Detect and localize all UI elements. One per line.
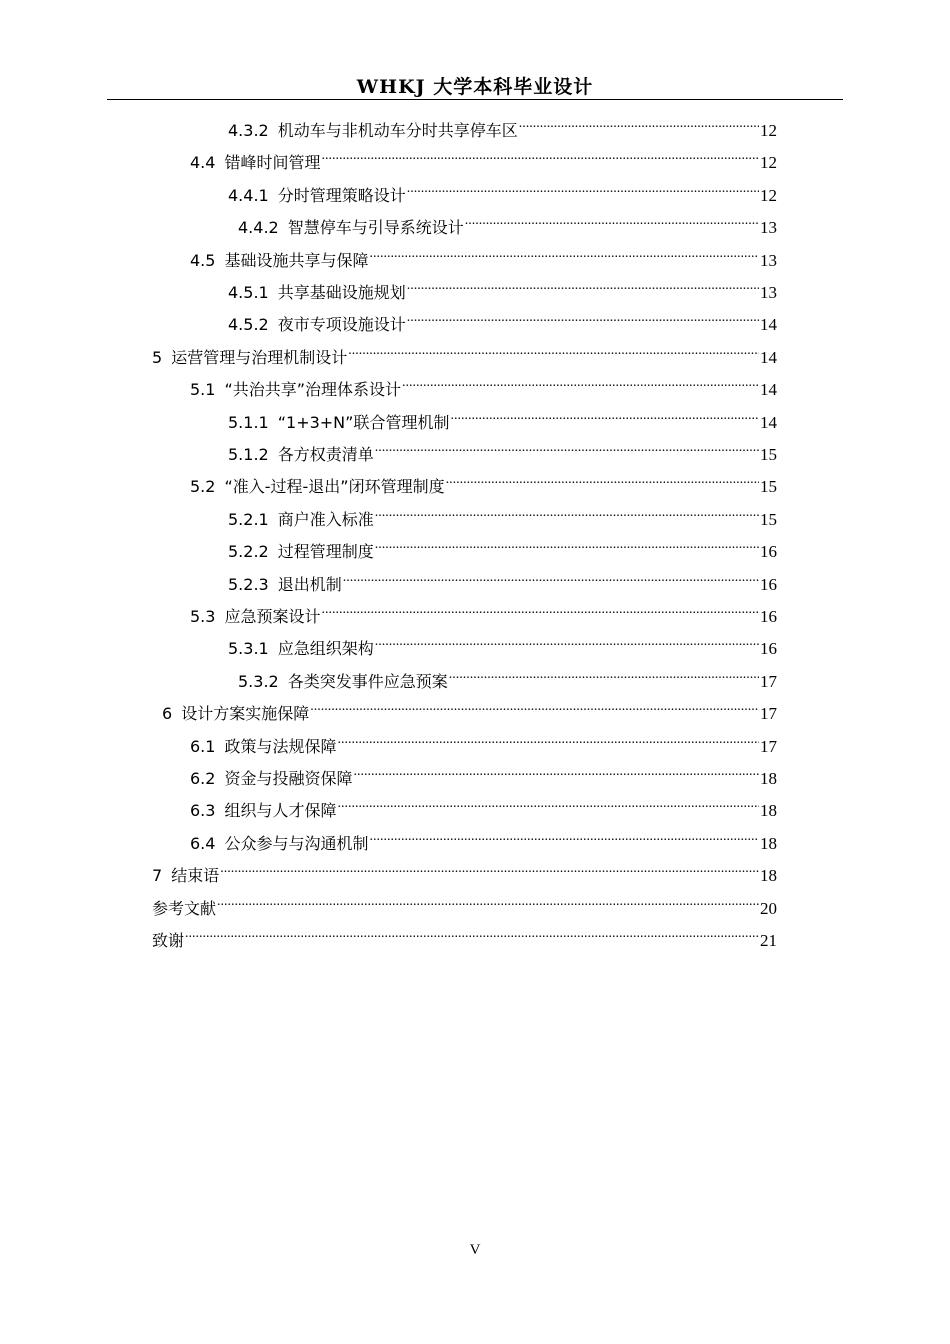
toc-dot-leader: [375, 533, 759, 557]
toc-dot-leader: [450, 404, 759, 428]
toc-entry-number: 5.1: [190, 380, 216, 400]
toc-entry-title: 共享基础设施规划: [277, 283, 406, 302]
toc-entry[interactable]: [152, 922, 777, 950]
toc-dot-leader: [449, 663, 759, 687]
toc-entry-page: 20: [760, 898, 777, 918]
toc-dot-leader: [369, 242, 759, 266]
toc-entry[interactable]: [228, 177, 777, 205]
toc-dot-leader: [375, 630, 759, 654]
toc-entry[interactable]: [228, 630, 777, 659]
page-header: WHKJ 大学本科毕业设计: [356, 76, 594, 98]
toc-entry-page: 17: [760, 671, 777, 691]
toc-entry-title: 结束语: [171, 866, 220, 886]
toc-entry-number: 4.4.2: [238, 218, 279, 238]
toc-entry[interactable]: [238, 663, 777, 691]
toc-entry[interactable]: [190, 825, 777, 853]
toc-entry-number: 5.3.1: [228, 639, 269, 659]
toc-entry-title: 应急预案设计: [224, 607, 321, 626]
toc-entry[interactable]: [190, 468, 777, 497]
toc-entry[interactable]: [228, 306, 777, 335]
toc-entry-number: 5.2: [190, 477, 216, 497]
toc-entry-page: 16: [760, 639, 777, 659]
toc-entry-number: 5.2.1: [228, 509, 269, 529]
toc-entry-page: 18: [760, 866, 777, 886]
toc-entry-page: 14: [760, 380, 777, 400]
toc-dot-leader: [321, 144, 759, 168]
toc-entry-number: 4.4: [190, 153, 216, 173]
toc-entry-page: 18: [760, 769, 777, 788]
toc-entry[interactable]: [152, 339, 777, 367]
toc-entry-title: 各方权责清单: [277, 445, 374, 464]
toc-entry[interactable]: [228, 274, 777, 302]
toc-entry-page: 21: [760, 931, 777, 950]
toc-dot-leader: [446, 468, 759, 492]
toc-entry-page: 14: [760, 347, 777, 367]
toc-entry-number: 6.3: [190, 801, 216, 821]
toc-entry-title: “准入-过程-退出”闭环管理制度: [224, 477, 445, 497]
toc-entry-title: 政策与法规保障: [224, 736, 337, 756]
toc-dot-leader: [348, 339, 759, 363]
toc-dot-leader: [353, 760, 759, 784]
toc-entry-title: 过程管理制度: [277, 542, 374, 562]
toc-dot-leader: [337, 792, 759, 816]
toc-entry-number: 4.4.1: [228, 185, 269, 205]
toc-entry-page: 14: [760, 315, 777, 335]
toc-entry[interactable]: [228, 112, 777, 140]
toc-entry-number: 4.5.2: [228, 315, 269, 335]
toc-entry-number: 7: [152, 866, 163, 886]
toc-entry[interactable]: [190, 144, 777, 173]
toc-entry-page: 16: [760, 607, 777, 626]
toc-entry-title: 各类突发事件应急预案: [287, 671, 448, 691]
toc-dot-leader: [220, 857, 759, 881]
toc-entry[interactable]: [190, 242, 777, 270]
toc-entry-number: 5.3: [190, 607, 216, 626]
toc-entry-number: 5.1.1: [228, 412, 269, 432]
toc-entry-number: 4.5.1: [228, 283, 269, 302]
toc-entry-title: 运营管理与治理机制设计: [171, 347, 348, 367]
toc-dot-leader: [375, 501, 759, 525]
page-number: V: [469, 1242, 481, 1258]
toc-entry-page: 18: [760, 833, 777, 853]
toc-entry-page: 18: [760, 801, 777, 821]
toc-entry-page: 15: [760, 445, 777, 464]
toc-entry-page: 12: [760, 185, 777, 205]
toc-entry-title: 错峰时间管理: [224, 153, 321, 173]
toc-dot-leader: [465, 209, 759, 233]
toc-dot-leader: [217, 890, 759, 914]
toc-dot-leader: [343, 566, 759, 590]
toc-entry[interactable]: [190, 792, 777, 821]
toc-entry-title: 资金与投融资保障: [224, 769, 353, 788]
toc-entry-title: 商户准入标准: [277, 509, 374, 529]
toc-entry-title: 机动车与非机动车分时共享停车区: [277, 121, 518, 140]
toc-entry-title: 智慧停车与引导系统设计: [287, 218, 464, 238]
toc-entry-page: 13: [760, 218, 777, 238]
toc-entry-title: “1+3+N”联合管理机制: [277, 412, 450, 432]
toc-entry-page: 15: [760, 477, 777, 497]
toc-entry-number: 5.2.2: [228, 542, 269, 562]
toc-entry-page: 12: [760, 153, 777, 173]
toc-entry-page: 14: [760, 412, 777, 432]
toc-entry-number: 4.3.2: [228, 121, 269, 140]
toc-entry-title: 应急组织架构: [277, 639, 374, 659]
header-divider: [107, 99, 843, 100]
toc-entry[interactable]: [152, 857, 777, 886]
toc-entry-number: 6: [162, 704, 173, 724]
toc-entry-page: 16: [760, 542, 777, 562]
toc-entry-page: 12: [760, 121, 777, 140]
toc-entry[interactable]: [152, 890, 777, 918]
toc-entry-title: 参考文献: [152, 898, 217, 918]
toc-entry-number: 6.1: [190, 736, 216, 756]
toc-entry-page: 16: [760, 574, 777, 594]
toc-dot-leader: [185, 922, 759, 946]
toc-entry[interactable]: [238, 209, 777, 238]
toc-entry-title: “共治共享”治理体系设计: [224, 380, 402, 400]
toc-entry-number: 5: [152, 347, 163, 367]
toc-entry-title: 公众参与与沟通机制: [224, 833, 369, 853]
toc-dot-leader: [402, 371, 759, 395]
toc-dot-leader: [375, 436, 759, 460]
toc-entry-number: 4.5: [190, 250, 216, 270]
toc-entry-title: 基础设施共享与保障: [224, 250, 369, 270]
toc-entry-page: 17: [760, 704, 777, 724]
toc-dot-leader: [407, 306, 759, 330]
toc-entry-page: 13: [760, 250, 777, 270]
toc-entry[interactable]: [190, 371, 777, 400]
toc-entry-page: 17: [760, 736, 777, 756]
toc-entry-title: 设计方案实施保障: [181, 704, 310, 724]
toc-entry[interactable]: [228, 436, 777, 464]
toc-dot-leader: [321, 598, 759, 622]
toc-entry-number: 5.3.2: [238, 671, 279, 691]
toc-entry-number: 6.4: [190, 833, 216, 853]
toc-dot-leader: [407, 274, 759, 298]
toc-entry[interactable]: [190, 598, 777, 626]
toc-entry-page: 13: [760, 283, 777, 302]
toc-entry-title: 退出机制: [277, 574, 342, 594]
toc-entry[interactable]: [228, 533, 777, 562]
toc-entry-number: 5.1.2: [228, 445, 269, 464]
toc-dot-leader: [337, 728, 759, 752]
toc-entry-number: 5.2.3: [228, 574, 269, 594]
toc-entry-title: 组织与人才保障: [224, 801, 337, 821]
toc-entry[interactable]: [228, 404, 777, 432]
toc-dot-leader: [407, 177, 759, 201]
toc-entry-page: 15: [760, 509, 777, 529]
toc-entry[interactable]: [190, 760, 777, 788]
toc-dot-leader: [519, 112, 759, 136]
toc-entry[interactable]: [228, 566, 777, 594]
toc-entry-title: 分时管理策略设计: [277, 185, 406, 205]
toc-entry-title: 致谢: [152, 931, 185, 950]
toc-entry-title: 夜市专项设施设计: [277, 315, 406, 335]
toc-entry[interactable]: [162, 695, 777, 724]
toc-dot-leader: [369, 825, 759, 849]
toc-dot-leader: [310, 695, 759, 719]
toc-entry[interactable]: [190, 728, 777, 756]
toc-entry[interactable]: [228, 501, 777, 529]
toc-entry-number: 6.2: [190, 769, 216, 788]
